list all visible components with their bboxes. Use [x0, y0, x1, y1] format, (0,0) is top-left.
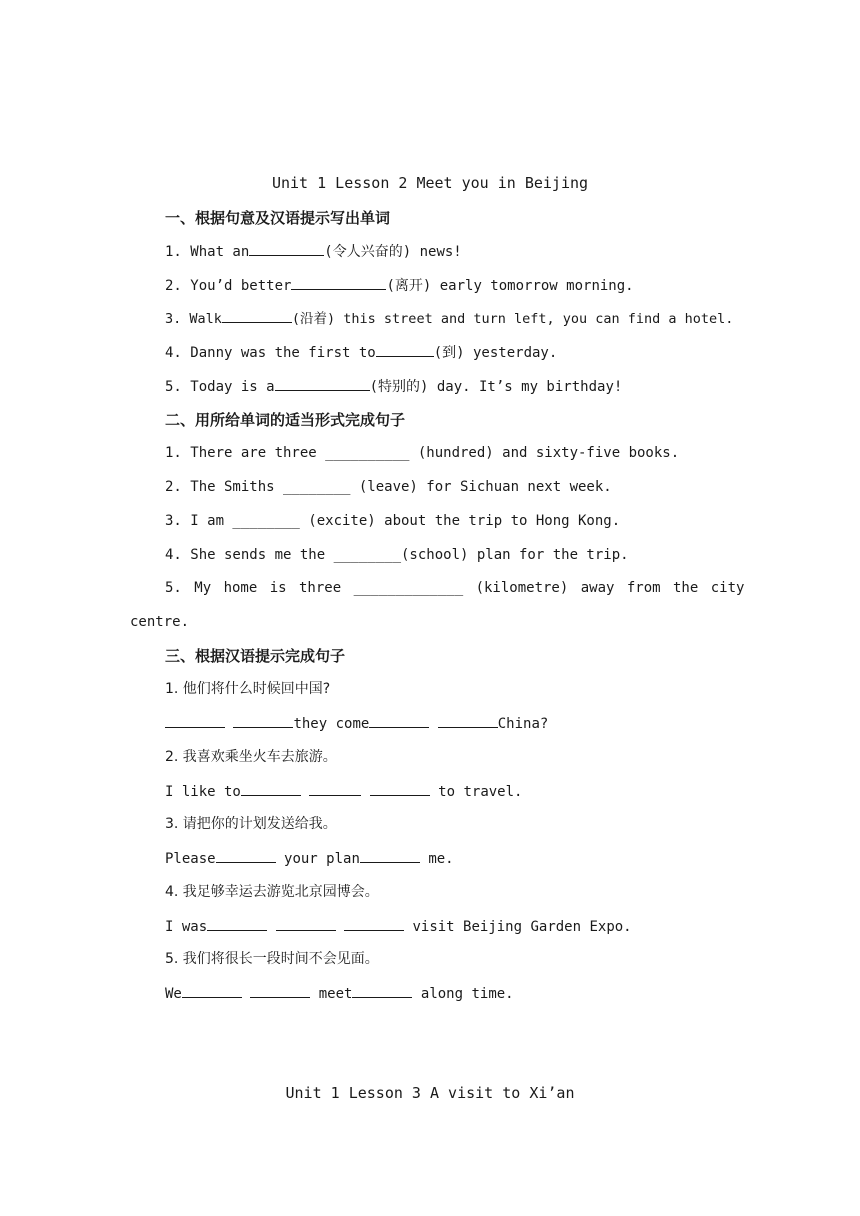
s3-answer-3-pre: Please — [165, 851, 216, 867]
s1-item-5 — [165, 376, 622, 397]
s3-answer-5-pre: We — [165, 986, 182, 1002]
answer-blank[interactable] — [276, 916, 336, 931]
section2-heading: 二、用所给单词的适当形式完成句子 — [165, 411, 406, 429]
s1-item-5-pre: 5. Today is a — [165, 379, 275, 395]
s1-item-5-post: (特别的) day. It’s my birthday! — [369, 379, 623, 395]
answer-blank[interactable] — [233, 713, 293, 728]
answer-blank[interactable] — [216, 848, 276, 863]
s3-answer-3-mid: your plan — [284, 851, 360, 867]
s3-answer-2 — [165, 781, 522, 802]
answer-blank[interactable] — [291, 275, 386, 290]
s3-answer-2-end: to travel. — [438, 784, 523, 800]
lesson3-title: Unit 1 Lesson 3 A visit to Xi’an — [285, 1084, 575, 1102]
answer-blank[interactable] — [241, 781, 301, 796]
s3-answer-1-end: China? — [497, 716, 549, 732]
s3-answer-4-pre: I was — [165, 919, 208, 935]
s3-answer-5 — [165, 983, 514, 1004]
s3-question-5: 5. 我们将很长一段时间不会见面。 — [165, 951, 379, 967]
section1-heading: 一、根据句意及汉语提示写出单词 — [165, 209, 391, 227]
s1-item-3-pre: 3. Walk — [165, 311, 222, 327]
answer-blank[interactable] — [250, 983, 310, 998]
s1-item-2 — [165, 275, 634, 296]
s3-answer-5-mid: meet — [318, 986, 353, 1002]
section3-heading: 三、根据汉语提示完成句子 — [165, 647, 346, 665]
answer-blank[interactable] — [360, 848, 420, 863]
s3-answer-4 — [165, 916, 632, 937]
s1-item-3 — [165, 308, 733, 329]
s3-answer-1 — [165, 713, 548, 734]
s1-item-2-post: (离开) early tomorrow morning. — [386, 278, 634, 294]
s3-answer-1-mid: they come — [293, 716, 370, 732]
s3-question-1: 1. 他们将什么时候回中国? — [165, 681, 331, 697]
s3-question-2: 2. 我喜欢乘坐火车去旅游。 — [165, 749, 337, 765]
answer-blank[interactable] — [369, 713, 429, 728]
answer-blank[interactable] — [376, 342, 434, 357]
answer-blank[interactable] — [249, 241, 324, 256]
answer-blank[interactable] — [438, 713, 498, 728]
answer-blank[interactable] — [309, 781, 361, 796]
s2-item-4: 4. She sends me the ________(school) plan for the trip. — [165, 547, 629, 563]
s3-question-4: 4. 我足够幸运去游览北京园博会。 — [165, 884, 379, 900]
s1-item-1 — [165, 241, 462, 262]
s1-item-4-pre: 4. Danny was the first to — [165, 345, 376, 361]
s1-item-2-pre: 2. You’d better — [165, 278, 292, 294]
s2-item-1: 1. There are three __________ (hundred) and sixty-five books. — [165, 445, 680, 461]
answer-blank[interactable] — [165, 713, 225, 728]
s2-item-3: 3. I am ________ (excite) about the trip to Hong Kong. — [165, 513, 621, 529]
s1-item-4 — [165, 342, 557, 363]
s2-item-2: 2. The Smiths ________ (leave) for Sichuan next week. — [165, 479, 612, 495]
answer-blank[interactable] — [222, 308, 292, 323]
s3-question-3: 3. 请把你的计划发送给我。 — [165, 816, 337, 832]
answer-blank[interactable] — [352, 983, 412, 998]
answer-blank[interactable] — [370, 781, 430, 796]
s2-item-5: 5. My home is three _____________ (kilometre) away from the city — [165, 580, 745, 596]
s3-answer-3-end: me. — [428, 851, 454, 867]
answer-blank[interactable] — [207, 916, 267, 931]
s3-answer-3 — [165, 848, 454, 869]
s1-item-1-pre: 1. What an — [165, 244, 250, 260]
answer-blank[interactable] — [344, 916, 404, 931]
lesson2-title: Unit 1 Lesson 2 Meet you in Beijing — [271, 174, 589, 192]
s1-item-1-post: (令人兴奋的) news! — [324, 244, 462, 260]
answer-blank[interactable] — [182, 983, 242, 998]
s2-item-5-continued: centre. — [130, 614, 190, 630]
answer-blank[interactable] — [275, 376, 370, 391]
s3-answer-2-pre: I like to — [165, 784, 241, 800]
s3-answer-5-end: along time. — [420, 986, 514, 1002]
s1-item-4-post: (到) yesterday. — [433, 345, 558, 361]
s1-item-3-post: (沿着) this street and turn left, you can find a hotel. — [291, 311, 734, 327]
s3-answer-4-end: visit Beijing Garden Expo. — [412, 919, 632, 935]
